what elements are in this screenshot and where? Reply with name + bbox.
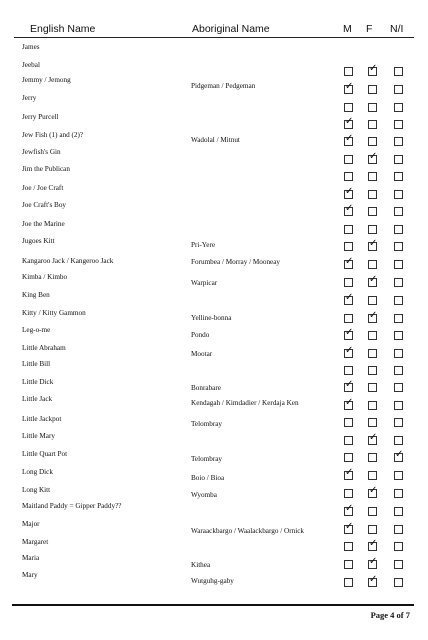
checkmark-icon: ✓	[345, 116, 354, 127]
english-name-cell: Jugoes Kitt	[22, 237, 55, 245]
checkmark-icon: ✓	[369, 310, 378, 321]
m-checkbox[interactable]	[344, 418, 353, 427]
english-name-cell: Little Abraham	[22, 344, 66, 352]
aboriginal-name-cell: Waraackbargo / Waalackbargo / Ornick	[191, 527, 304, 535]
ni-checkbox[interactable]	[394, 383, 403, 392]
english-name-cell: Long Dick	[22, 468, 53, 476]
ni-checkbox[interactable]	[394, 366, 403, 375]
ni-checkbox[interactable]	[394, 225, 403, 234]
aboriginal-name-cell: Pidgeman / Pedgeman	[191, 82, 256, 90]
m-checkbox[interactable]	[344, 203, 354, 216]
english-name-header: English Name	[30, 23, 96, 35]
english-name-cell: Little Bill	[22, 360, 51, 368]
checkmark-icon: ✓	[369, 274, 378, 285]
ni-checkbox[interactable]	[394, 542, 403, 551]
m-checkbox[interactable]	[344, 503, 354, 516]
ni-checkbox[interactable]	[394, 449, 404, 462]
checkmark-icon: ✓	[369, 556, 378, 567]
english-name-cell: Jewfish's Gin	[22, 148, 61, 156]
f-checkbox[interactable]	[368, 453, 377, 462]
m-checkbox[interactable]	[344, 314, 353, 323]
english-name-cell: Kimba / Kimbo	[22, 273, 68, 281]
table-row	[0, 553, 428, 571]
checkmark-icon: ✓	[345, 467, 354, 478]
aboriginal-name-cell: Mootar	[191, 350, 213, 358]
table-row	[0, 219, 428, 237]
aboriginal-name-header: Aboriginal Name	[192, 23, 270, 35]
aboriginal-name-cell: Wyomba	[191, 491, 217, 499]
aboriginal-name-cell: Pondo	[191, 331, 210, 339]
english-name-cell: Maitland Paddy = Gipper Paddy??	[22, 502, 122, 510]
table-row	[0, 290, 428, 308]
english-name-cell: Leg-o-me	[22, 326, 51, 334]
table-row	[0, 308, 428, 326]
ni-checkbox[interactable]	[394, 260, 403, 269]
m-checkbox[interactable]	[344, 560, 353, 569]
table-row	[0, 394, 428, 412]
table-row	[0, 501, 428, 519]
checkmark-icon: ✓	[345, 327, 354, 338]
ni-checkbox[interactable]	[394, 314, 403, 323]
aboriginal-name-cell: Warpicar	[191, 279, 218, 287]
ni-checkbox[interactable]	[394, 418, 403, 427]
f-checkbox[interactable]	[368, 207, 377, 216]
aboriginal-name-cell: Bonrabare	[191, 384, 221, 392]
ni-checkbox[interactable]	[394, 103, 403, 112]
english-name-cell: Little Mary	[22, 432, 55, 440]
f-checkbox[interactable]	[368, 274, 378, 287]
ni-checkbox[interactable]	[394, 507, 403, 516]
f-checkbox[interactable]	[368, 310, 378, 323]
table-row	[0, 570, 428, 588]
table-row	[0, 519, 428, 537]
m-checkbox[interactable]	[344, 133, 354, 146]
table-row	[0, 112, 428, 130]
ni-checkbox[interactable]	[394, 296, 403, 305]
f-checkbox[interactable]	[368, 120, 377, 129]
ni-column-header: N/I	[390, 23, 404, 35]
m-checkbox[interactable]	[344, 366, 353, 375]
checkmark-icon: ✓	[345, 521, 354, 532]
f-checkbox[interactable]	[368, 432, 378, 445]
table-row	[0, 467, 428, 485]
m-checkbox[interactable]	[344, 172, 353, 181]
f-checkbox[interactable]	[368, 349, 377, 358]
f-checkbox[interactable]	[368, 366, 377, 375]
checkmark-icon: ✓	[345, 203, 354, 214]
table-row	[0, 164, 428, 182]
m-checkbox[interactable]	[344, 542, 353, 551]
m-checkbox[interactable]	[344, 345, 354, 358]
m-checkbox[interactable]	[344, 379, 354, 392]
ni-checkbox[interactable]	[394, 471, 403, 480]
english-name-cell: Long Kitt	[22, 486, 51, 494]
checkmark-icon: ✓	[345, 133, 354, 144]
english-name-cell: Margaret	[22, 538, 49, 546]
f-checkbox[interactable]	[368, 538, 378, 551]
f-checkbox[interactable]	[368, 190, 377, 199]
m-checkbox[interactable]	[344, 186, 354, 199]
m-checkbox[interactable]	[344, 242, 353, 251]
f-checkbox[interactable]	[368, 556, 378, 569]
english-name-cell: Jim the Publican	[22, 165, 70, 173]
f-checkbox[interactable]	[368, 507, 377, 516]
aboriginal-name-cell: Yelline-bonna	[191, 314, 232, 322]
english-name-cell: Jeebal	[22, 61, 40, 69]
english-name-cell: Mary	[22, 571, 38, 579]
f-checkbox[interactable]	[368, 151, 378, 164]
checkmark-icon: ✓	[395, 449, 404, 460]
m-checkbox[interactable]	[344, 116, 354, 129]
english-name-cell: Little Dick	[22, 378, 54, 386]
english-name-cell: Joe Craft's Boy	[22, 201, 67, 209]
m-checkbox[interactable]	[344, 327, 354, 340]
checkmark-icon: ✓	[369, 538, 378, 549]
english-name-cell: Little Jackpot	[22, 415, 62, 423]
aboriginal-name-cell: Boio / Bioa	[191, 474, 225, 482]
checkmark-icon: ✓	[369, 238, 378, 249]
checkmark-icon: ✓	[369, 485, 378, 496]
f-checkbox[interactable]	[368, 574, 378, 587]
english-name-cell: King Ben	[22, 291, 50, 299]
english-name-cell: James	[22, 43, 40, 51]
checkmark-icon: ✓	[345, 292, 354, 303]
checkmark-icon: ✓	[369, 151, 378, 162]
f-checkbox[interactable]	[368, 296, 377, 305]
table-row	[0, 431, 428, 449]
f-checkbox[interactable]	[368, 137, 377, 146]
aboriginal-name-cell: Telombray	[191, 455, 223, 463]
aboriginal-name-cell: Wutguhg-gaby	[191, 577, 234, 585]
m-checkbox[interactable]	[344, 397, 354, 410]
table-row	[0, 93, 428, 111]
table-row	[0, 449, 428, 467]
checkmark-icon: ✓	[345, 379, 354, 390]
ni-checkbox[interactable]	[394, 401, 403, 410]
ni-checkbox[interactable]	[394, 560, 403, 569]
table-row	[0, 414, 428, 432]
m-checkbox[interactable]	[344, 521, 354, 534]
aboriginal-name-cell: Forumbea / Morray / Mooneay	[191, 258, 281, 266]
m-checkbox[interactable]	[344, 436, 353, 445]
table-row	[0, 377, 428, 395]
table-row	[0, 130, 428, 148]
ni-checkbox[interactable]	[394, 137, 403, 146]
m-column-header: M	[343, 23, 352, 35]
ni-checkbox[interactable]	[394, 489, 403, 498]
footer-rule	[12, 604, 414, 606]
aboriginal-name-cell: Telombray	[191, 420, 223, 428]
aboriginal-name-cell: Kithea	[191, 561, 211, 569]
f-checkbox[interactable]	[368, 172, 377, 181]
checkmark-icon: ✓	[345, 345, 354, 356]
ni-checkbox[interactable]	[394, 436, 403, 445]
m-checkbox[interactable]	[344, 453, 353, 462]
checkmark-icon: ✓	[345, 256, 354, 267]
english-name-cell: Jemmy / Jemong	[22, 76, 71, 84]
table-row	[0, 200, 428, 218]
checkmark-icon: ✓	[369, 574, 378, 585]
ni-checkbox[interactable]	[394, 207, 403, 216]
f-checkbox[interactable]	[368, 401, 377, 410]
table-row	[0, 236, 428, 254]
f-checkbox[interactable]	[368, 485, 378, 498]
table-row	[0, 147, 428, 165]
f-checkbox[interactable]	[368, 225, 377, 234]
checkmark-icon: ✓	[369, 63, 378, 74]
m-checkbox[interactable]	[344, 155, 353, 164]
english-name-cell: Joe / Joe Craft	[22, 184, 64, 192]
checkmark-icon: ✓	[369, 432, 378, 443]
table-row	[0, 75, 428, 93]
table-row	[0, 359, 428, 377]
english-name-cell: Little Jack	[22, 395, 53, 403]
english-name-cell: Joe the Marine	[22, 220, 65, 228]
english-name-cell: Little Quart Pot	[22, 450, 68, 458]
checkmark-icon: ✓	[345, 397, 354, 408]
aboriginal-name-cell: Wadolal / Mitnut	[191, 136, 240, 144]
english-name-cell: Kitty / Kitty Gammon	[22, 309, 86, 317]
f-checkbox[interactable]	[368, 418, 377, 427]
aboriginal-name-cell: Pri-Yere	[191, 241, 216, 249]
english-name-cell: Jew Fish (1) and (2)?	[22, 131, 84, 139]
m-checkbox[interactable]	[344, 467, 354, 480]
table-row	[0, 272, 428, 290]
table-row	[0, 42, 428, 60]
ni-checkbox[interactable]	[394, 242, 403, 251]
m-checkbox[interactable]	[344, 256, 354, 269]
ni-checkbox[interactable]	[394, 155, 403, 164]
m-checkbox[interactable]	[344, 292, 354, 305]
f-checkbox[interactable]	[368, 103, 377, 112]
english-name-cell: Maria	[22, 554, 40, 562]
f-checkbox[interactable]	[368, 471, 377, 480]
f-checkbox[interactable]	[368, 238, 378, 251]
page-number: Page 4 of 7	[370, 610, 410, 620]
f-checkbox[interactable]	[368, 331, 377, 340]
checkmark-icon: ✓	[345, 186, 354, 197]
ni-checkbox[interactable]	[394, 190, 403, 199]
f-checkbox[interactable]	[368, 525, 377, 534]
checkmark-icon: ✓	[345, 503, 354, 514]
m-checkbox[interactable]	[344, 103, 353, 112]
m-checkbox[interactable]	[344, 489, 353, 498]
english-name-cell: Major	[22, 520, 40, 528]
ni-checkbox[interactable]	[394, 172, 403, 181]
ni-checkbox[interactable]	[394, 278, 403, 287]
ni-checkbox[interactable]	[394, 349, 403, 358]
f-checkbox[interactable]	[368, 383, 377, 392]
m-checkbox[interactable]	[344, 278, 353, 287]
ni-checkbox[interactable]	[394, 120, 403, 129]
ni-checkbox[interactable]	[394, 578, 403, 587]
ni-checkbox[interactable]	[394, 331, 403, 340]
checkmark-icon: ✓	[345, 81, 354, 92]
english-name-cell: Kangaroo Jack / Kangeroo Jack	[22, 257, 114, 265]
f-checkbox[interactable]	[368, 260, 377, 269]
m-checkbox[interactable]	[344, 578, 353, 587]
m-checkbox[interactable]	[344, 225, 353, 234]
aboriginal-name-cell: Kendagah / Kimdadier / Kerdaja Ken	[191, 399, 299, 407]
english-name-cell: Jerry Purcell	[22, 113, 59, 121]
ni-checkbox[interactable]	[394, 525, 403, 534]
table-row	[0, 325, 428, 343]
f-column-header: F	[366, 23, 373, 35]
table-row	[0, 183, 428, 201]
english-name-cell: Jerry	[22, 94, 37, 102]
